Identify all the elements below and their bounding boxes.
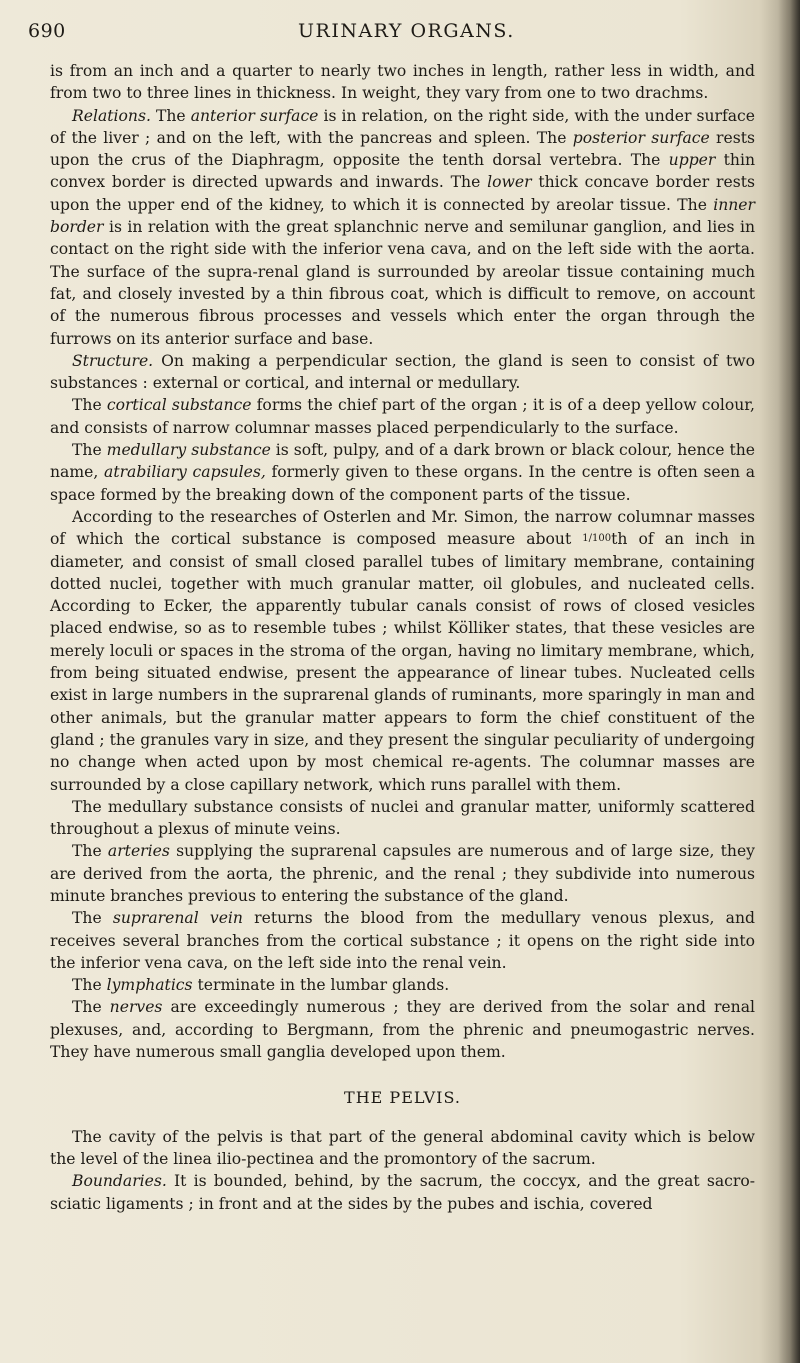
paragraph-p2 <box>50 105 755 350</box>
text-run: inner border <box>50 195 755 237</box>
text-run: posterior surface <box>572 128 710 147</box>
text-run: nerves <box>109 998 163 1017</box>
text-run: is in relation, on the right side, with the under surface of the liver ; and on the left, with the pancreas and spleen. The <box>50 106 756 147</box>
text-run: Structure. <box>72 351 154 370</box>
text-run: On making a perpendicular section, the gland is seen to consist of two substances : external or cortical, and internal or medullary. <box>50 351 755 393</box>
paragraph-p10 <box>50 974 755 996</box>
text-run: Relations. <box>72 106 151 125</box>
page-edge-shadow <box>778 0 800 1363</box>
text-run: According to the researches of Osterlen and Mr. Simon, the narrow columnar masses of which the cortical substance is composed measure about <box>50 507 755 549</box>
page-header <box>28 18 748 48</box>
paragraph-p4 <box>50 394 755 439</box>
paragraph-p1 <box>50 60 755 105</box>
text-run: The <box>72 998 110 1017</box>
text-run: are exceedingly numerous ; they are derived from the solar and renal plexuses, and, according to Bergmann, from the phrenic and pneumogastric nerves. They have numerous small ganglia developed upon them. <box>50 998 755 1062</box>
text-run: The <box>72 441 107 460</box>
page-body <box>50 60 755 1215</box>
text-run: It is bounded, behind, by the sacrum, the coccyx, and the great sacro-sciatic ligaments ; in front and at the sides by the pubes and ischia, covered <box>50 1172 755 1213</box>
page-number: 690 <box>28 20 66 42</box>
text-run: The <box>72 842 108 861</box>
text-run: thin convex border is directed upwards and inwards. The <box>50 151 755 192</box>
text-run: is soft, pulpy, and of a dark brown or black colour, hence the name, <box>50 441 755 482</box>
paragraph-p11 <box>50 996 755 1063</box>
text-run: atrabiliary capsules, <box>104 463 266 482</box>
text-run: forms the chief part of the organ ; it is of a deep yellow colour, and consists of narrow columnar masses placed perpendicularly to the surface. <box>50 396 756 437</box>
text-run: is in relation with the great splanchnic nerve and semilunar ganglion, and lies in contact on the right side with the inferior vena cava, and on the left side with the aorta. The surface of the supra-renal gland is surrounded by areolar tissue containing much fat, and closely invested by a thin fibrous coat, which is difficult to remove, on account of the numerous fibrous processes and vessels which enter the organ through the furrows on its anterior surface and base. <box>50 218 755 348</box>
text-run: formerly given to these organs. In the centre is often seen a space formed by the breaking down of the component parts of the tissue. <box>50 463 755 504</box>
paragraph-p5 <box>50 439 755 506</box>
paragraph-p13 <box>50 1170 755 1215</box>
text-run: Boundaries. <box>72 1172 167 1191</box>
paragraph-p3 <box>50 350 755 395</box>
paragraph-p9 <box>50 907 755 974</box>
paragraph-p12 <box>50 1126 755 1171</box>
text-run: medullary substance <box>106 441 271 460</box>
text-run: thick concave border rests upon the upper end of the kidney, to which it is connected by areolar tissue. The <box>50 173 755 214</box>
text-run: The cavity of the pelvis is that part of the general abdominal cavity which is below the level of the linea ilio-pectinea and the promontory of the sacrum. <box>50 1127 755 1168</box>
section-heading: THE PELVIS. <box>344 1088 461 1108</box>
paragraph-p8 <box>50 840 755 907</box>
text-run: is from an inch and a quarter to nearly two inches in length, rather less in width, and from two to three lines in thickness. In weight, they vary from one to two drachms. <box>50 62 755 103</box>
text-run: upper <box>668 151 716 170</box>
text-run: returns the blood from the medullary venous plexus, and receives several branches from the cortical substance ; it opens on the right side into the inferior vena cava, on the left side into the renal vein. <box>50 909 755 972</box>
running-title: URINARY ORGANS. <box>298 20 515 42</box>
text-run: The <box>72 396 107 415</box>
text-run: suprarenal vein <box>112 909 243 928</box>
text-run: supplying the suprarenal capsules are numerous and of large size, they are derived from the aorta, the phrenic, and the renal ; they subdivide into numerous minute branches previous to entering the substance of the gland. <box>50 842 755 905</box>
text-run: th of an inch in diameter, and consist of small closed parallel tubes of limitary membrane, containing dotted nuclei, together with much granular matter, oil globules, and nucleated cells. According to Ecker, the apparently tubular canals consist of rows of closed vesicles placed endwise, so as to resemble tubes ; whilst Kölliker states, that these vesicles are merely loculi or spaces in the stroma of the organ, having no limitary membrane, which, from being situated endwise, present the appearance of linear tubes. Nucleated cells exist in large numbers in the suprarenal glands of ruminants, more sparingly in man and other animals, but the granular matter appears to form the chief constituent of the gland ; the granules vary in size, and they present the singular peculiarity of undergoing no change when acted upon by most chemical re-agents. The columnar masses are surrounded by a close capillary network, which runs parallel with them. <box>50 530 755 794</box>
text-run: The <box>72 976 107 995</box>
text-run: cortical substance <box>106 396 252 415</box>
text-run: rests upon the crus of the Diaphragm, opposite the tenth dorsal vertebra. The <box>50 128 755 170</box>
paragraphs <box>50 60 755 1063</box>
text-run: The <box>150 106 191 125</box>
text-run: arteries <box>107 842 170 861</box>
section-paragraphs <box>50 1126 755 1215</box>
text-run: 1/100 <box>582 533 612 545</box>
text-run: terminate in the lumbar glands. <box>192 976 450 995</box>
text-run: anterior surface <box>190 106 319 125</box>
paragraph-p6 <box>50 506 755 796</box>
text-run: The medullary substance consists of nuclei and granular matter, uniformly scattered throughout a plexus of minute veins. <box>50 797 755 839</box>
text-run: lower <box>487 173 532 192</box>
paragraph-p7 <box>50 796 755 841</box>
text-run: lymphatics <box>106 976 193 995</box>
text-run: The <box>72 909 113 928</box>
